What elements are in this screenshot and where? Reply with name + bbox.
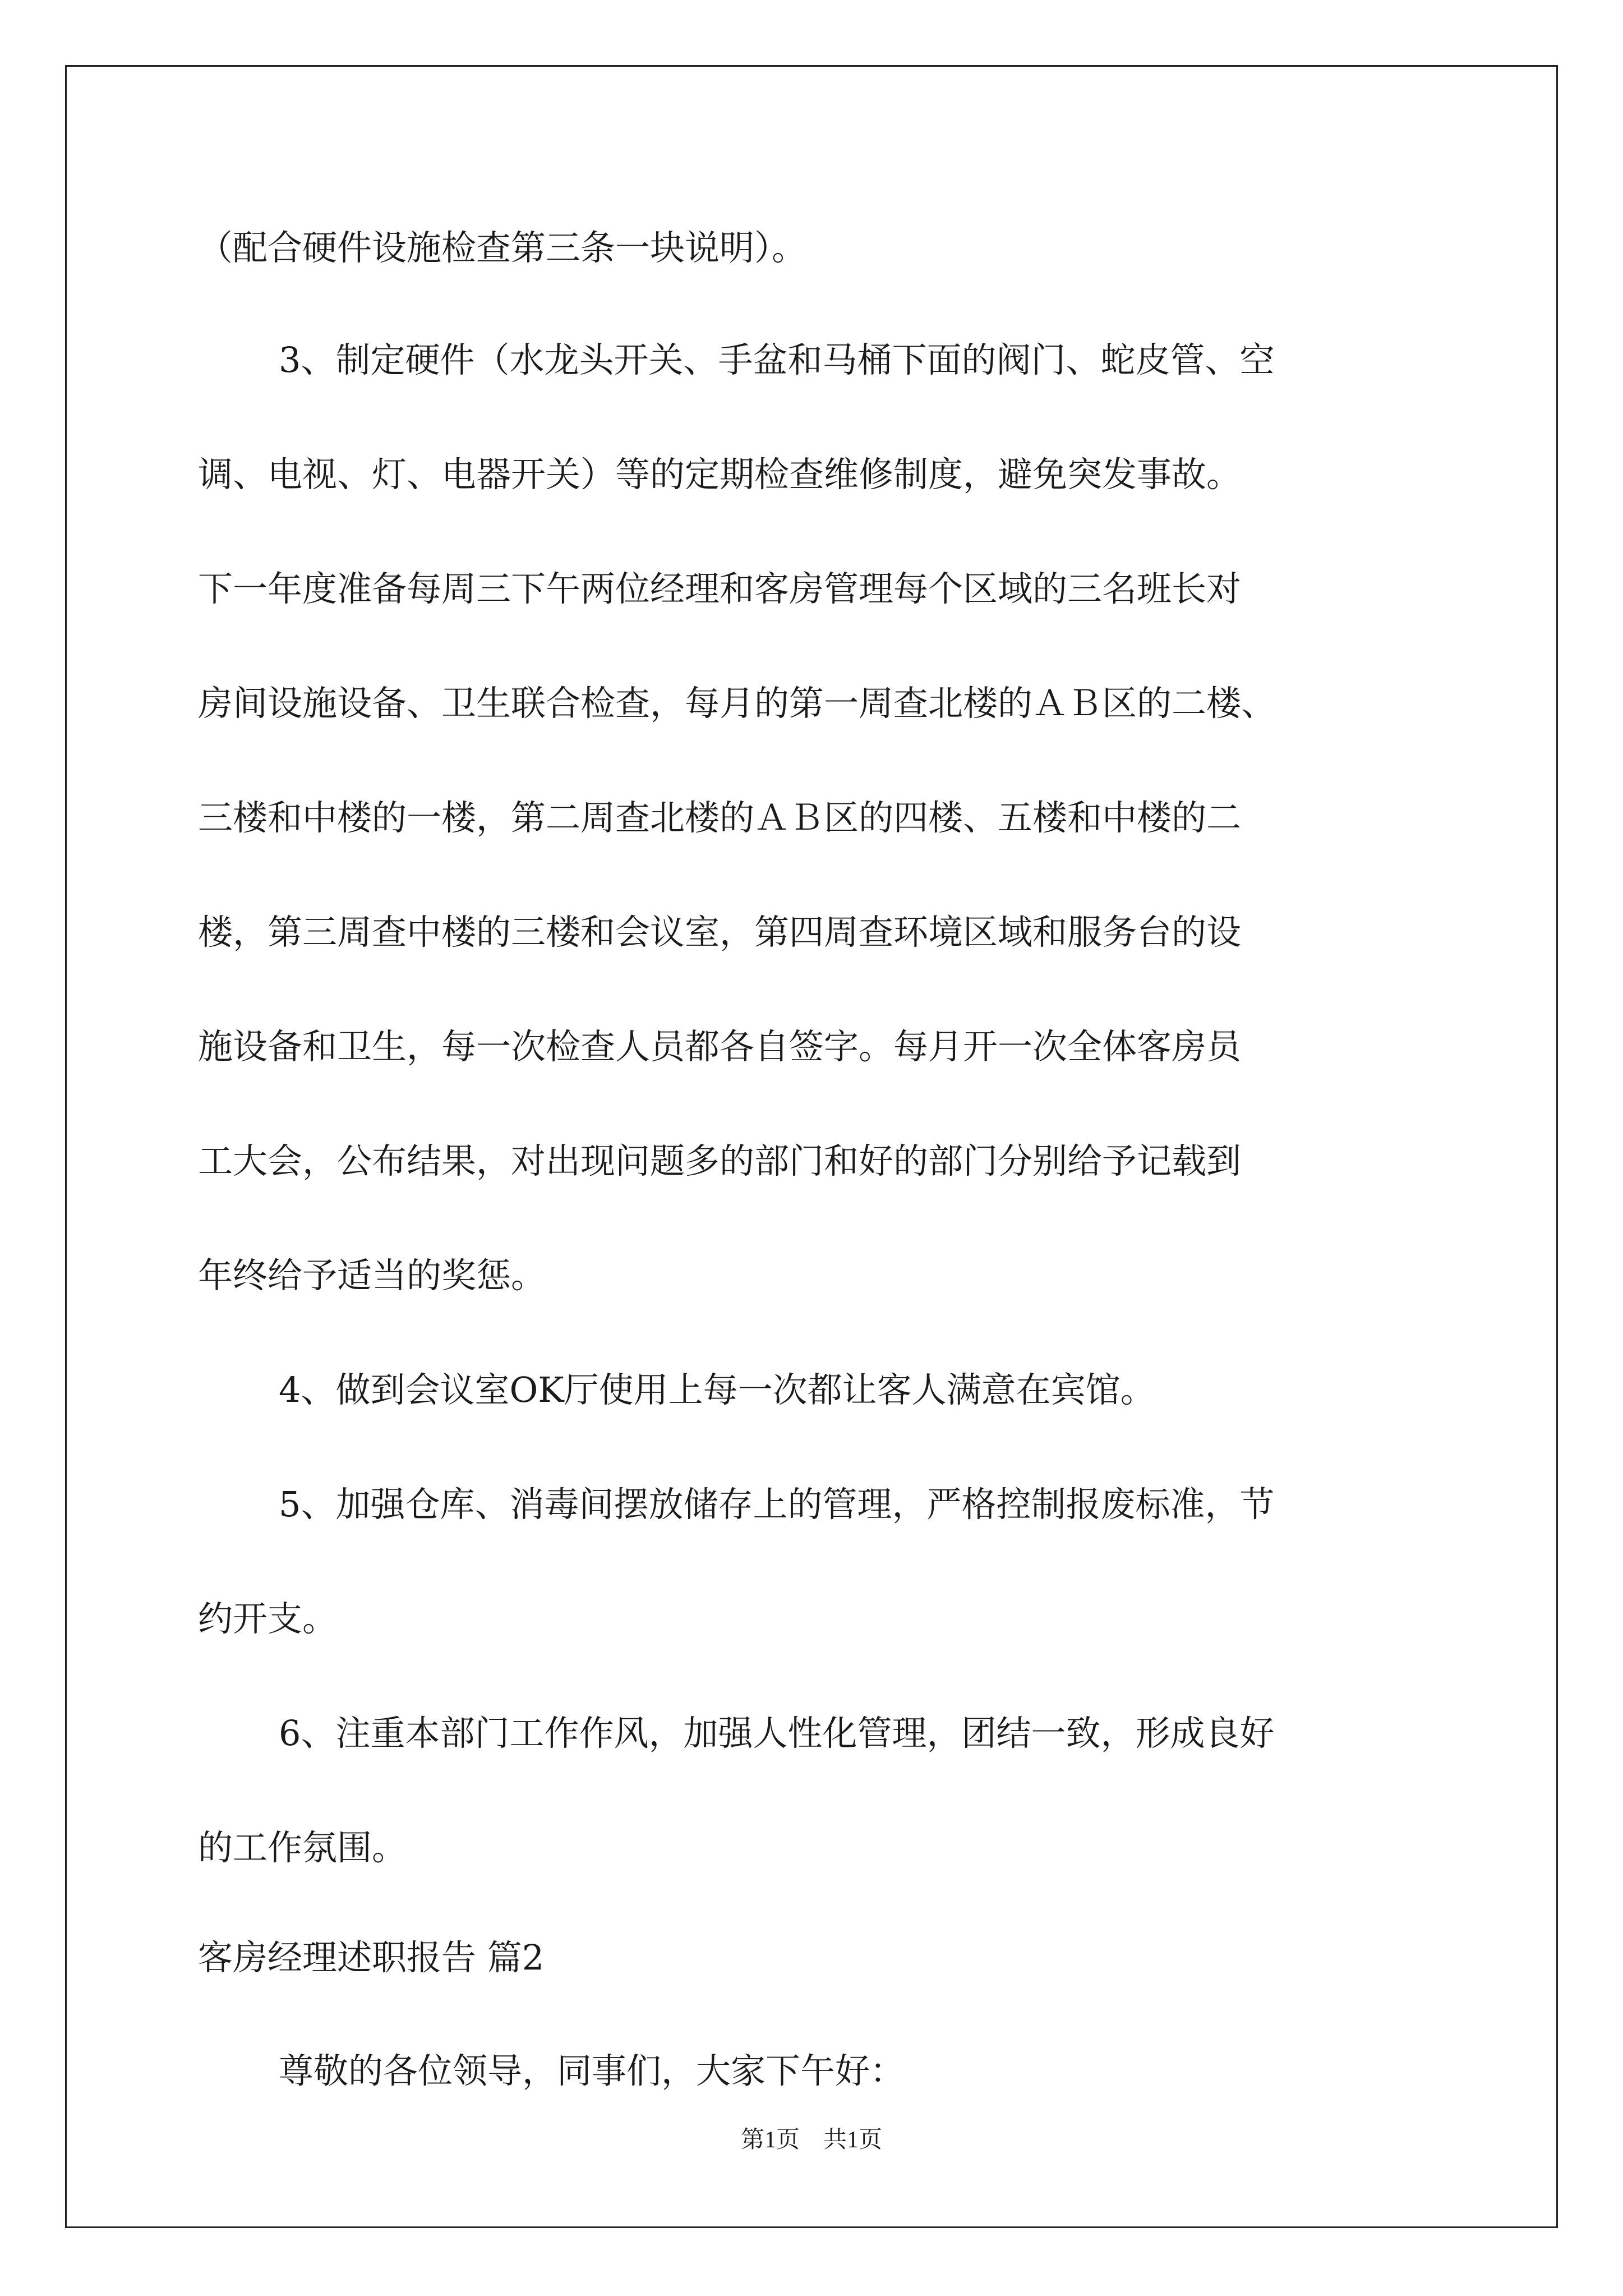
text-line: 下一年度准备每周三下午两位经理和客房管理每个区域的三名班长对 [198,568,1242,609]
text-line: 的工作氛围。 [198,1827,407,1868]
text-line: 施设备和卫生，每一次检查人员都各自签字。每月开一次全体客房员 [198,1026,1242,1067]
page-footer: 第1页 共1页 [740,2127,882,2153]
text-line: 调、电视、灯、电器开关）等的定期检查维修制度，避免突发事故。 [198,454,1242,495]
text-line: 4、做到会议室OK厅使用上每一次都让客人满意在宾馆。 [279,1369,1155,1410]
text-line: 约开支。 [198,1598,338,1639]
text-line: 3、制定硬件（水龙头开关、手盆和马桶下面的阀门、蛇皮管、空 [279,339,1275,380]
text-line: 年终给予适当的奖惩。 [198,1255,546,1296]
text-line: 楼，第三周查中楼的三楼和会议室，第四周查环境区域和服务台的设 [198,912,1242,953]
text-line: 工大会，公布结果，对出现问题多的部门和好的部门分别给予记载到 [198,1140,1242,1181]
text-line: 三楼和中楼的一楼，第二周查北楼的ＡＢ区的四楼、五楼和中楼的二 [198,797,1242,838]
text-line: 6、注重本部门工作作风，加强人性化管理，团结一致，形成良好 [279,1713,1275,1754]
text-line: （配合硬件设施检查第三条一块说明）。 [198,227,807,268]
section-heading: 客房经理述职报告 篇2 [198,1937,545,1978]
text-line: 5、加强仓库、消毒间摆放储存上的管理，严格控制报废标准，节 [279,1484,1275,1525]
text-line: 房间设施设备、卫生联合检查，每月的第一周查北楼的ＡＢ区的二楼、 [198,683,1276,724]
text-line: 尊敬的各位领导，同事们，大家下午好： [279,2050,905,2091]
